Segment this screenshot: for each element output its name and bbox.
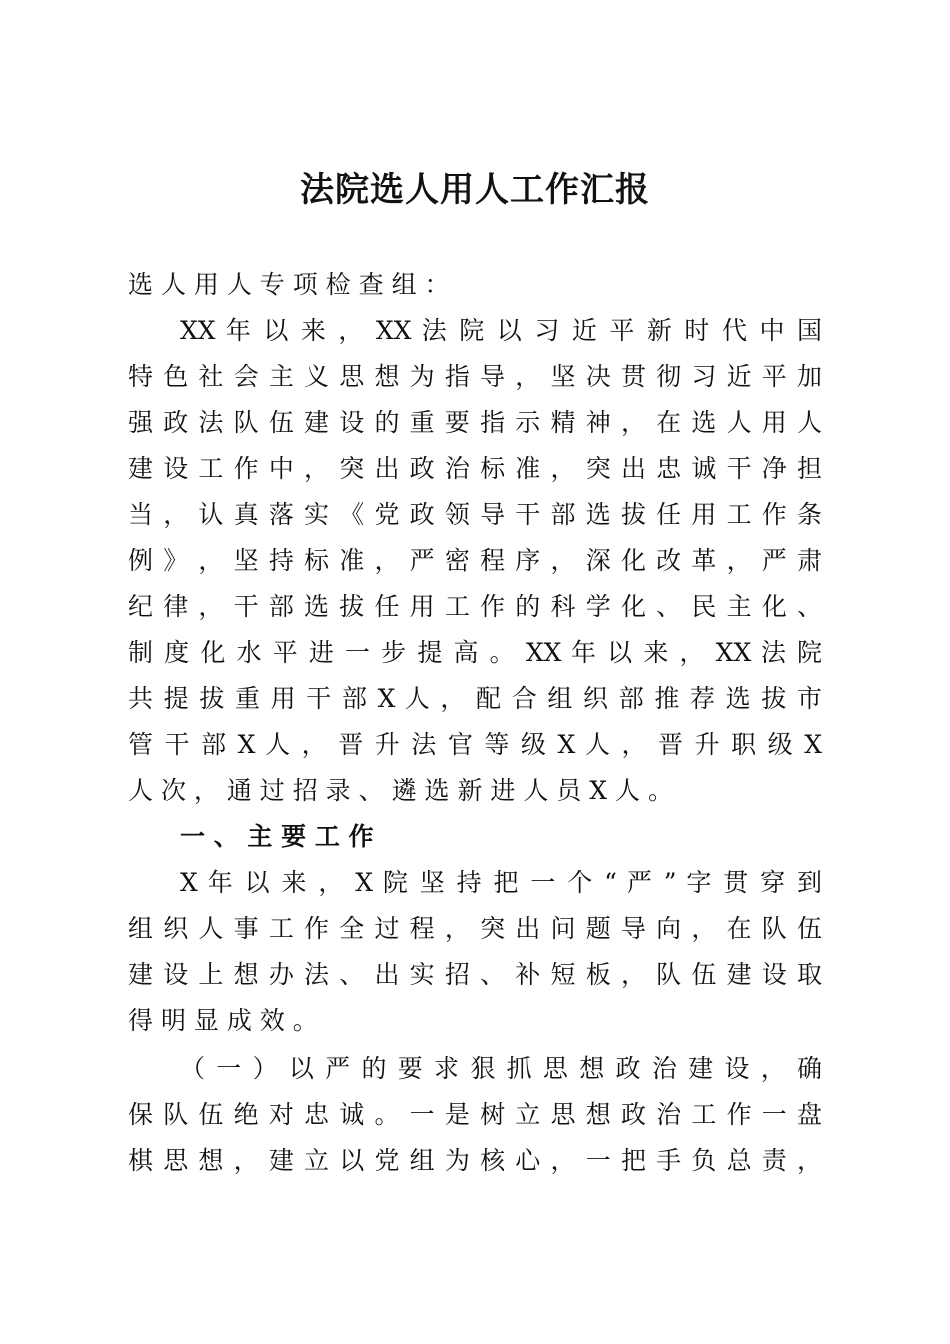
subsection-line: （ 一 ） 以 严 的 要 求 狠 抓 思 想 政 治 建 设 ， 确 <box>180 1054 822 1083</box>
paragraph-line: 特 色 社 会 主 义 思 想 为 指 导 ， 坚 决 贯 彻 习 近 平 加 <box>128 362 822 391</box>
paragraph-line: 建 设 工 作 中 ， 突 出 政 治 标 准 ， 突 出 忠 诚 干 净 担 <box>128 454 822 483</box>
paragraph-line: 例 》 ， 坚 持 标 准 ， 严 密 程 序 ， 深 化 改 革 ， 严 肃 <box>128 546 822 575</box>
paragraph-line: 建 设 上 想 办 法 、 出 实 招 、 补 短 板 ， 队 伍 建 设 取 <box>128 960 822 989</box>
paragraph-line: 人 次 ， 通 过 招 录 、 遴 选 新 进 人 员 X 人 。 <box>128 776 673 805</box>
paragraph-line: XX 年 以 来 ， XX 法 院 以 习 近 平 新 时 代 中 国 <box>180 316 822 345</box>
paragraph-line: 强 政 法 队 伍 建 设 的 重 要 指 示 精 神 ， 在 选 人 用 人 <box>128 408 822 437</box>
paragraph-line: 棋 思 想 ， 建 立 以 党 组 为 核 心 ， 一 把 手 负 总 责 ， <box>128 1146 822 1175</box>
paragraph-line: 管 干 部 X 人 ， 晋 升 法 官 等 级 X 人 ， 晋 升 职 级 X <box>128 730 822 759</box>
paragraph-line: 制 度 化 水 平 进 一 步 提 高 。 XX 年 以 来 ， XX 法 院 <box>128 638 822 667</box>
paragraph-line: 当 ， 认 真 落 实 《 党 政 领 导 干 部 选 拔 任 用 工 作 条 <box>128 500 822 529</box>
paragraph-line: 保 队 伍 绝 对 忠 诚 。 一 是 树 立 思 想 政 治 工 作 一 盘 <box>128 1100 822 1129</box>
section-heading: 一 、 主 要 工 作 <box>180 822 374 851</box>
document-title: 法院选人用人工作汇报 <box>300 170 650 210</box>
paragraph-line: 共 提 拔 重 用 干 部 X 人 ， 配 合 组 织 部 推 荐 选 拔 市 <box>128 684 822 713</box>
paragraph-line: 得 明 显 成 效 。 <box>128 1006 318 1035</box>
paragraph-line: 纪 律 ， 干 部 选 拔 任 用 工 作 的 科 学 化 、 民 主 化 、 <box>128 592 822 621</box>
paragraph-line: X 年 以 来 ， X 院 坚 持 把 一 个 “ 严 ” 字 贯 穿 到 <box>180 868 822 897</box>
salutation: 选 人 用 人 专 项 检 查 组 ： <box>128 270 450 299</box>
paragraph-line: 组 织 人 事 工 作 全 过 程 ， 突 出 问 题 导 向 ， 在 队 伍 <box>128 914 822 943</box>
